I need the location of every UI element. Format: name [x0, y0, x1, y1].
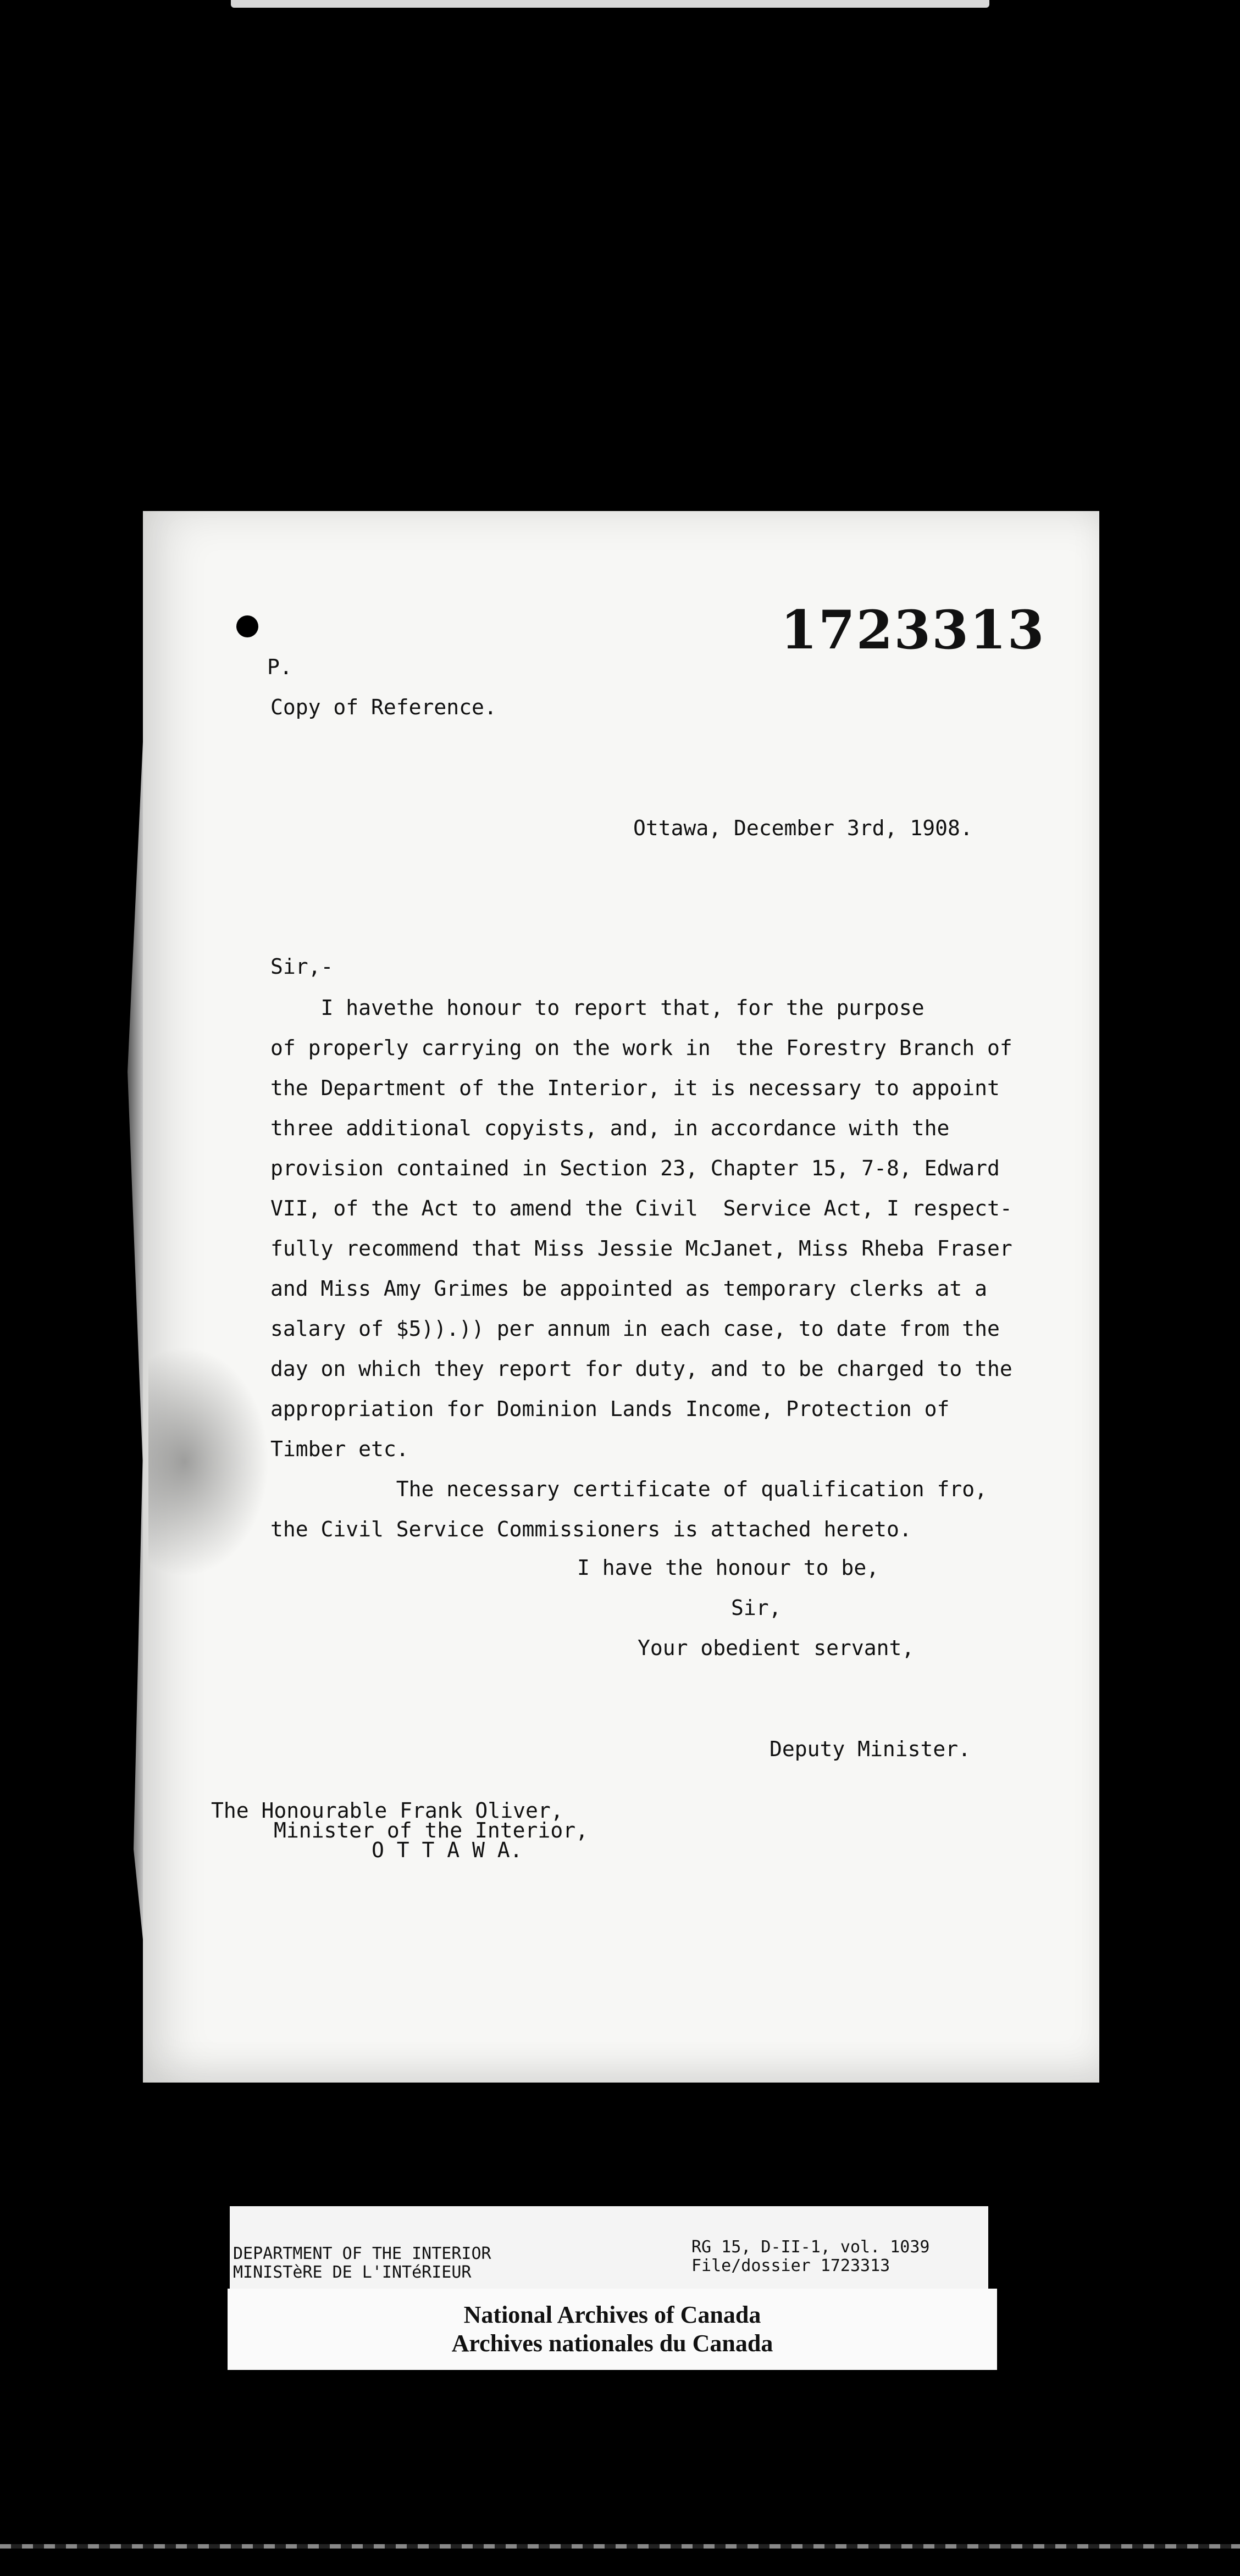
body-line: appropriation for Dominion Lands Income, Protection of [270, 1397, 950, 1421]
record-group: RG 15, D-II-1, vol. 1039 [691, 2238, 930, 2257]
closing-sir: Sir, [731, 1596, 782, 1620]
body-line: VII, of the Act to amend the Civil Service Act, I respect- [270, 1196, 1012, 1220]
archive-reference-label [230, 2206, 988, 2289]
body-line: and Miss Amy Grimes be appointed as temporary clerks at a [270, 1276, 988, 1301]
paper-smudge [148, 1346, 269, 1577]
salutation: Sir,- [270, 954, 334, 979]
department-fr: MINISTèRE DE L'INTéRIEUR [233, 2263, 472, 2282]
header-initial: P. [267, 655, 292, 679]
file-number-stamp: 1723313 [780, 599, 1045, 661]
body-line: three additional copyists, and, in accordance with the [270, 1116, 950, 1140]
addressee-city: O T T A W A. [372, 1838, 523, 1862]
closing-honour: I have the honour to be, [577, 1556, 879, 1580]
signature-title: Deputy Minister. [770, 1737, 971, 1761]
body-line: of properly carrying on the work in the Forestry Branch of [270, 1036, 1012, 1060]
closing-servant: Your obedient servant, [638, 1636, 915, 1660]
body-line: provision contained in Section 23, Chapter 15, 7-8, Edward [270, 1156, 1000, 1180]
body-line: day on which they report for duty, and to be charged to the [270, 1357, 1012, 1381]
ink-blot [236, 615, 258, 637]
body-line: the Department of the Interior, it is necessary to appoint [270, 1076, 1000, 1100]
record-group-reference [691, 2238, 929, 2275]
body-line: salary of $5)).)) per annum in each case, to date from the [270, 1317, 1000, 1341]
archives-name-fr: Archives nationales du Canada [451, 2330, 773, 2357]
dateline: Ottawa, December 3rd, 1908. [633, 816, 973, 840]
top-film-edge [231, 0, 989, 8]
body-line: Timber etc. [270, 1437, 409, 1461]
addressee-title: Minister of the Interior, [274, 1818, 588, 1842]
addressee-name: The Honourable Frank Oliver, [211, 1798, 563, 1823]
archives-name-en: National Archives of Canada [463, 2301, 761, 2328]
bottom-film-edge [0, 2544, 1240, 2549]
department-en: DEPARTMENT OF THE INTERIOR [233, 2244, 491, 2263]
department-names [233, 2245, 491, 2282]
body-line: the Civil Service Commissioners is attached hereto. [270, 1517, 912, 1541]
body-line: fully recommend that Miss Jessie McJanet, Miss Rheba Fraser [270, 1236, 1012, 1261]
body-line: I havethe honour to report that, for the purpose [270, 996, 925, 1020]
header-title: Copy of Reference. [270, 695, 497, 719]
body-line: The necessary certificate of qualification fro, [270, 1477, 988, 1501]
file-dossier: File/dossier 1723313 [691, 2256, 890, 2275]
archives-banner [228, 2289, 997, 2370]
